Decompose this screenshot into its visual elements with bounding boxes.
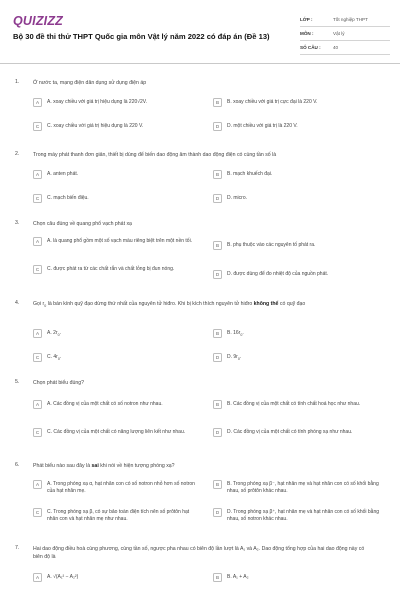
option-letter: C bbox=[33, 122, 42, 131]
option-a[interactable] bbox=[33, 480, 198, 495]
option-text: B. A₁ + A₂ bbox=[227, 574, 249, 580]
option-d[interactable] bbox=[213, 353, 388, 363]
option-text: D. Trong phóng xạ β⁺, hạt nhân mẹ và hạt nhân con có số khối bằng nhau, số notron khác nhau. bbox=[227, 509, 380, 522]
option-text: C. mạch biến điệu. bbox=[47, 195, 89, 201]
option-text: A. $2r_0$. bbox=[47, 330, 61, 337]
option-a[interactable] bbox=[33, 98, 198, 107]
option-letter: A bbox=[33, 170, 42, 179]
document-header bbox=[0, 0, 400, 62]
option-d[interactable] bbox=[213, 194, 388, 203]
option-letter: B bbox=[213, 480, 222, 489]
option-letter: B bbox=[213, 170, 222, 179]
option-letter: C bbox=[33, 353, 42, 362]
option-letter: C bbox=[33, 265, 42, 274]
question-number: 3. bbox=[15, 220, 20, 226]
question-text: Phát biểu nào sau đây là sai khi nói về hiện tượng phóng xạ? bbox=[33, 463, 175, 469]
question-number: 5. bbox=[15, 379, 20, 385]
option-text: B. xoay chiều với giá trị cực đại là 220 V. bbox=[227, 99, 318, 105]
option-a[interactable] bbox=[33, 573, 198, 582]
option-text: A. anten phát. bbox=[47, 171, 79, 177]
option-letter: A bbox=[33, 237, 42, 246]
option-letter: D bbox=[213, 353, 222, 362]
question-number: 4. bbox=[15, 300, 20, 306]
question-text: Trong máy phát thanh đơn giản, thiết bị dùng để biến dao động âm thành dao động điện có cùng tần số là bbox=[33, 152, 277, 158]
option-letter: C bbox=[33, 194, 42, 203]
option-letter: D bbox=[213, 508, 222, 517]
option-letter: B bbox=[213, 329, 222, 338]
option-letter: A bbox=[33, 329, 42, 338]
meta-row-subject bbox=[300, 27, 390, 41]
option-d[interactable] bbox=[213, 122, 388, 131]
option-letter: B bbox=[213, 573, 222, 582]
option-text: C. xoay chiều với giá trị hiệu dụng là 220 V. bbox=[47, 123, 144, 129]
option-text: A. Trong phóng xạ α, hạt nhân con có số notron nhỏ hơn số notron của hạt nhân mẹ. bbox=[47, 481, 195, 494]
option-c[interactable] bbox=[33, 428, 198, 437]
option-letter: B bbox=[213, 98, 222, 107]
option-text: B. $16r_0$. bbox=[227, 330, 244, 337]
option-c[interactable] bbox=[33, 194, 198, 203]
option-c[interactable] bbox=[33, 122, 198, 131]
option-letter: A bbox=[33, 98, 42, 107]
option-text: C. Trong phóng xạ β, có sự bảo toàn điện tích nên số prôtôn hạt nhân con và hạt nhân mẹ như nhau. bbox=[47, 509, 190, 522]
option-text: A. Các đồng vị của một chất có số notron như nhau. bbox=[47, 401, 163, 407]
option-letter: D bbox=[213, 194, 222, 203]
option-letter: C bbox=[33, 428, 42, 437]
quizizz-logo: QUIZIZZ bbox=[13, 14, 64, 28]
question-number: 2. bbox=[15, 151, 20, 157]
question-number: 6. bbox=[15, 462, 20, 468]
meta-value: 40 bbox=[333, 45, 339, 50]
option-text: D. micro. bbox=[227, 195, 247, 201]
option-b[interactable] bbox=[213, 329, 388, 339]
header-divider bbox=[0, 63, 400, 64]
option-a[interactable] bbox=[33, 329, 198, 339]
meta-label: LỚP : bbox=[300, 17, 313, 22]
option-a[interactable] bbox=[33, 400, 198, 409]
option-letter: A bbox=[33, 573, 42, 582]
option-text: C. được phát ra từ các chất rắn và chất lỏng bị đun nóng. bbox=[47, 266, 175, 272]
option-text: D. được dùng để đo nhiệt độ của nguồn phát. bbox=[227, 271, 329, 277]
meta-value: Tốt nghiệp THPT bbox=[333, 17, 368, 22]
option-text: B. Trong phóng xạ β⁻, hạt nhân mẹ và hạt nhân con có số khối bằng nhau, số prôtôn khác nhau. bbox=[227, 481, 379, 494]
question-text: Ở nước ta, mạng điện dân dụng sử dụng điện áp bbox=[33, 80, 147, 86]
option-text: C. $4r_0$. bbox=[47, 354, 62, 361]
question-number: 1. bbox=[15, 79, 20, 85]
option-letter: A bbox=[33, 480, 42, 489]
option-text: D. một chiều với giá trị là 220 V. bbox=[227, 123, 298, 129]
option-b[interactable] bbox=[213, 400, 388, 409]
option-text: B. phụ thuộc vào các nguyên tố phát ra. bbox=[227, 242, 316, 248]
option-letter: C bbox=[33, 508, 42, 517]
option-a[interactable] bbox=[33, 170, 198, 179]
option-c[interactable] bbox=[33, 353, 198, 363]
option-c[interactable] bbox=[33, 508, 198, 523]
option-text: D. Các đồng vị của một chất có tính phóng xạ như nhau. bbox=[227, 429, 353, 435]
option-text: D. $9r_0$. bbox=[227, 354, 242, 361]
option-letter: D bbox=[213, 428, 222, 437]
option-letter: B bbox=[213, 400, 222, 409]
option-text: A. √(A₁² − A₂²) bbox=[47, 574, 79, 580]
meta-value: Vật lý bbox=[333, 31, 345, 36]
option-text: A. là quang phổ gồm một số vạch màu riêng biệt trên một nền tối. bbox=[47, 238, 193, 244]
option-b[interactable] bbox=[213, 241, 388, 250]
question-text: Gọi $r_0$ là bán kính quỹ đạo dừng thứ nhất của nguyên tử hiđro. Khi bị kích thích nguyên tử hiđro không thể có quỹ đạo bbox=[33, 301, 306, 309]
option-d[interactable] bbox=[213, 270, 388, 279]
question-text: Hai dao động điều hoà cùng phương, cùng tần số, ngược pha nhau có biên độ lần lượt là A₁ và A₂. Dao động tổng hợp của hai dao động này có biên độ là bbox=[33, 546, 365, 560]
option-text: A. xoay chiều với giá trị hiệu dụng là 220√2V. bbox=[47, 99, 148, 105]
option-d[interactable] bbox=[213, 508, 388, 523]
meta-row-count bbox=[300, 41, 390, 55]
option-letter: D bbox=[213, 122, 222, 131]
option-d[interactable] bbox=[213, 428, 388, 437]
question-text: Chọn câu đúng về quang phổ vạch phát xạ bbox=[33, 221, 132, 227]
meta-label: SỐ CÂU : bbox=[300, 45, 321, 50]
meta-row-class bbox=[300, 13, 390, 27]
option-letter: A bbox=[33, 400, 42, 409]
option-text: B. Các đồng vị của một chất có tính chất hoá học như nhau. bbox=[227, 401, 361, 407]
option-b[interactable] bbox=[213, 480, 388, 495]
option-a[interactable] bbox=[33, 237, 198, 246]
option-letter: B bbox=[213, 241, 222, 250]
option-c[interactable] bbox=[33, 265, 198, 274]
option-b[interactable] bbox=[213, 98, 388, 107]
option-text: C. Các đồng vị của một chất có năng lượng liên kết như nhau. bbox=[47, 429, 186, 435]
meta-label: MÔN : bbox=[300, 31, 314, 36]
page-title: Bộ 30 đề thi thử THPT Quốc gia môn Vật lý năm 2022 có đáp án (Đề 13) bbox=[13, 32, 270, 41]
question-text: Chọn phát biểu đúng? bbox=[33, 380, 85, 386]
meta-info-box bbox=[300, 13, 390, 55]
option-b[interactable] bbox=[213, 573, 388, 582]
option-text: B. mạch khuếch đại. bbox=[227, 171, 273, 177]
question-number: 7. bbox=[15, 545, 20, 551]
option-b[interactable] bbox=[213, 170, 388, 179]
option-letter: D bbox=[213, 270, 222, 279]
